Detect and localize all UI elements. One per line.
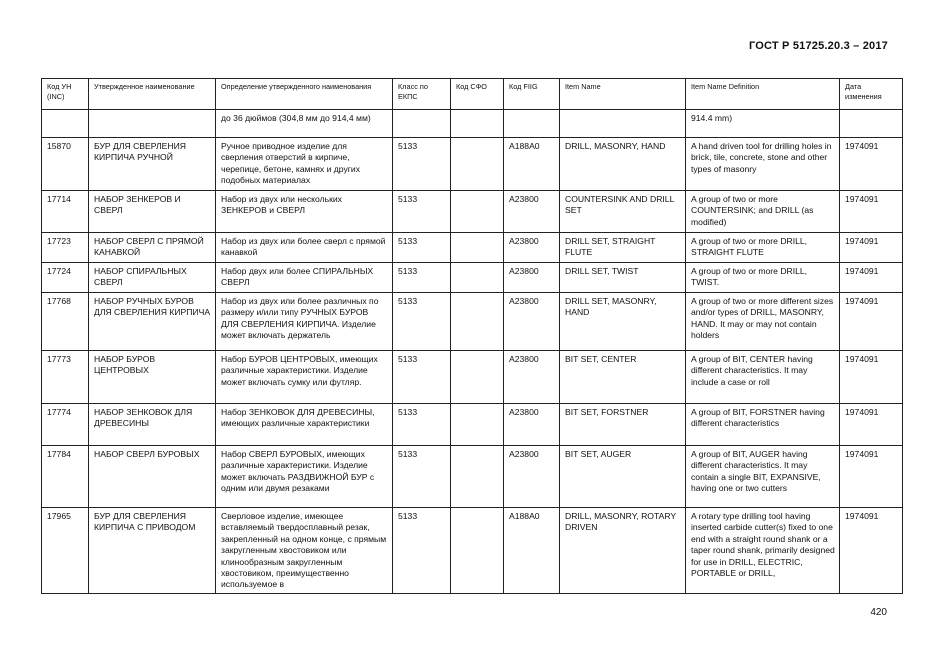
- col-item-name-definition-cell: A group of two or more different sizes and/or types of DRILL, MASONRY, HAND. It may or may not contain holders: [686, 293, 840, 351]
- col-name-definition-cell: Набор из двух или нескольких ЗЕНКЕРОВ и СВЕРЛ: [216, 191, 393, 233]
- col-name-definition-header: Определение утвержденного наименования: [216, 79, 393, 110]
- col-change-date-cell: [840, 110, 903, 138]
- col-change-date-cell: 1974091: [840, 404, 903, 446]
- col-ekps-class-cell: 5133: [393, 508, 451, 594]
- col-inc-code-cell: 17773: [42, 351, 89, 404]
- col-inc-code-cell: 15870: [42, 138, 89, 191]
- col-sfo-code-cell: [451, 293, 504, 351]
- col-fiig-code-cell: A23800: [504, 446, 560, 508]
- col-approved-name-cell: НАБОР СВЕРЛ С ПРЯМОЙ КАНАВКОЙ: [89, 233, 216, 263]
- col-item-name-definition-cell: A group of BIT, AUGER having different characteristics. It may contain a single BIT, EXPANSIVE, having one or two cutters: [686, 446, 840, 508]
- col-change-date-cell: 1974091: [840, 508, 903, 594]
- col-sfo-code-cell: [451, 263, 504, 293]
- col-name-definition-cell: Набор ЗЕНКОВОК ДЛЯ ДРЕВЕСИНЫ, имеющих различные характеристики: [216, 404, 393, 446]
- table-header-row: [42, 79, 903, 110]
- col-sfo-code-cell: [451, 110, 504, 138]
- col-ekps-class-cell: 5133: [393, 404, 451, 446]
- col-approved-name-cell: НАБОР ЗЕНКЕРОВ И СВЕРЛ: [89, 191, 216, 233]
- col-sfo-code-cell: [451, 508, 504, 594]
- col-change-date-header: Дата изменения: [840, 79, 903, 110]
- col-item-name-cell: [560, 110, 686, 138]
- col-fiig-code-cell: A23800: [504, 263, 560, 293]
- col-ekps-class-cell: 5133: [393, 446, 451, 508]
- col-fiig-code-cell: A188A0: [504, 508, 560, 594]
- col-approved-name-cell: БУР ДЛЯ СВЕРЛЕНИЯ КИРПИЧА С ПРИВОДОМ: [89, 508, 216, 594]
- col-ekps-class-cell: 5133: [393, 191, 451, 233]
- document-standard-header: ГОСТ Р 51725.20.3 – 2017: [748, 40, 888, 52]
- item-catalog-table: [41, 78, 903, 594]
- table-row: [42, 191, 903, 233]
- col-inc-code-cell: 17768: [42, 293, 89, 351]
- col-change-date-cell: 1974091: [840, 351, 903, 404]
- col-item-name-cell: DRILL SET, STRAIGHT FLUTE: [560, 233, 686, 263]
- col-fiig-code-cell: A188A0: [504, 138, 560, 191]
- col-sfo-code-cell: [451, 446, 504, 508]
- col-item-name-definition-cell: A group of two or more COUNTERSINK; and DRILL (as modified): [686, 191, 840, 233]
- col-inc-code-cell: [42, 110, 89, 138]
- col-ekps-class-header: Класс по ЕКПС: [393, 79, 451, 110]
- col-ekps-class-cell: 5133: [393, 263, 451, 293]
- col-sfo-code-cell: [451, 351, 504, 404]
- page-number: 420: [870, 607, 887, 618]
- col-approved-name-cell: [89, 110, 216, 138]
- col-fiig-code-cell: A23800: [504, 191, 560, 233]
- col-fiig-code-cell: [504, 110, 560, 138]
- col-item-name-cell: DRILL SET, TWIST: [560, 263, 686, 293]
- col-item-name-cell: BIT SET, FORSTNER: [560, 404, 686, 446]
- col-inc-code-cell: 17723: [42, 233, 89, 263]
- col-inc-code-cell: 17965: [42, 508, 89, 594]
- col-name-definition-cell: до 36 дюймов (304,8 мм до 914,4 мм): [216, 110, 393, 138]
- table-row: [42, 293, 903, 351]
- col-item-name-definition-cell: A rotary type drilling tool having inserted carbide cutter(s) fixed to one end with a straight round shank or a taper round shank, primarily designed for use in DRILL, ELECTRIC, PORTABLE or DRILL,: [686, 508, 840, 594]
- col-name-definition-cell: Набор СВЕРЛ БУРОВЫХ, имеющих различные характеристики. Изделие может включать РАЗДВИЖНОЙ БУР с одним или двумя резаками: [216, 446, 393, 508]
- col-fiig-code-header: Код FIIG: [504, 79, 560, 110]
- col-approved-name-cell: НАБОР СПИРАЛЬНЫХ СВЕРЛ: [89, 263, 216, 293]
- col-item-name-definition-cell: 914.4 mm): [686, 110, 840, 138]
- col-approved-name-cell: НАБОР РУЧНЫХ БУРОВ ДЛЯ СВЕРЛЕНИЯ КИРПИЧА: [89, 293, 216, 351]
- col-name-definition-cell: Набор двух или более СПИРАЛЬНЫХ СВЕРЛ: [216, 263, 393, 293]
- col-change-date-cell: 1974091: [840, 233, 903, 263]
- col-sfo-code-cell: [451, 191, 504, 233]
- col-inc-code-header: Код УН (INC): [42, 79, 89, 110]
- col-sfo-code-header: Код СФО: [451, 79, 504, 110]
- col-approved-name-header: Утвержденное наименование: [89, 79, 216, 110]
- col-name-definition-cell: Набор из двух или более сверл с прямой канавкой: [216, 233, 393, 263]
- col-item-name-cell: BIT SET, AUGER: [560, 446, 686, 508]
- col-name-definition-cell: Сверловое изделие, имеющее вставляемый твердосплавный резак, закрепленный на одном конце, с прямым закругленным хвостовиком или клинообразным закругленным хвостовиком, преимущественно используемое в: [216, 508, 393, 594]
- col-sfo-code-cell: [451, 404, 504, 446]
- col-approved-name-cell: НАБОР БУРОВ ЦЕНТРОВЫХ: [89, 351, 216, 404]
- col-change-date-cell: 1974091: [840, 138, 903, 191]
- col-change-date-cell: 1974091: [840, 293, 903, 351]
- col-item-name-cell: DRILL SET, MASONRY, HAND: [560, 293, 686, 351]
- table-row: [42, 508, 903, 594]
- table-row: [42, 263, 903, 293]
- col-item-name-definition-cell: A group of two or more DRILL, TWIST.: [686, 263, 840, 293]
- col-fiig-code-cell: A23800: [504, 233, 560, 263]
- col-ekps-class-cell: 5133: [393, 293, 451, 351]
- col-inc-code-cell: 17774: [42, 404, 89, 446]
- col-sfo-code-cell: [451, 233, 504, 263]
- col-item-name-definition-cell: A group of two or more DRILL, STRAIGHT FLUTE: [686, 233, 840, 263]
- col-inc-code-cell: 17724: [42, 263, 89, 293]
- col-item-name-cell: DRILL, MASONRY, ROTARY DRIVEN: [560, 508, 686, 594]
- col-item-name-definition-cell: A hand driven tool for drilling holes in brick, tile, concrete, stone and other types of masonry: [686, 138, 840, 191]
- col-item-name-cell: COUNTERSINK AND DRILL SET: [560, 191, 686, 233]
- col-item-name-definition-header: Item Name Definition: [686, 79, 840, 110]
- col-change-date-cell: 1974091: [840, 446, 903, 508]
- col-change-date-cell: 1974091: [840, 191, 903, 233]
- table-row: [42, 138, 903, 191]
- table-body: [42, 110, 903, 594]
- col-inc-code-cell: 17714: [42, 191, 89, 233]
- col-item-name-cell: DRILL, MASONRY, HAND: [560, 138, 686, 191]
- col-inc-code-cell: 17784: [42, 446, 89, 508]
- col-approved-name-cell: БУР ДЛЯ СВЕРЛЕНИЯ КИРПИЧА РУЧНОЙ: [89, 138, 216, 191]
- table-row: [42, 233, 903, 263]
- col-ekps-class-cell: [393, 110, 451, 138]
- table-row: [42, 351, 903, 404]
- col-ekps-class-cell: 5133: [393, 138, 451, 191]
- col-ekps-class-cell: 5133: [393, 351, 451, 404]
- col-item-name-header: Item Name: [560, 79, 686, 110]
- col-approved-name-cell: НАБОР ЗЕНКОВОК ДЛЯ ДРЕВЕСИНЫ: [89, 404, 216, 446]
- col-name-definition-cell: Набор из двух или более различных по размеру и/или типу РУЧНЫХ БУРОВ ДЛЯ СВЕРЛЕНИЯ КИРПИЧА. Изделие может включать держатель: [216, 293, 393, 351]
- col-item-name-definition-cell: A group of BIT, CENTER having different characteristics. It may include a case or roll: [686, 351, 840, 404]
- col-name-definition-cell: Набор БУРОВ ЦЕНТРОВЫХ, имеющих различные характеристики. Изделие может включать сумку или футляр.: [216, 351, 393, 404]
- col-fiig-code-cell: A23800: [504, 404, 560, 446]
- col-item-name-cell: BIT SET, CENTER: [560, 351, 686, 404]
- col-sfo-code-cell: [451, 138, 504, 191]
- col-approved-name-cell: НАБОР СВЕРЛ БУРОВЫХ: [89, 446, 216, 508]
- col-ekps-class-cell: 5133: [393, 233, 451, 263]
- col-fiig-code-cell: A23800: [504, 293, 560, 351]
- col-fiig-code-cell: A23800: [504, 351, 560, 404]
- col-name-definition-cell: Ручное приводное изделие для сверления отверстий в кирпиче, черепице, бетоне, камнях и других подобных материалах: [216, 138, 393, 191]
- col-change-date-cell: 1974091: [840, 263, 903, 293]
- table-row: [42, 110, 903, 138]
- table-row: [42, 404, 903, 446]
- col-item-name-definition-cell: A group of BIT, FORSTNER having different characteristics: [686, 404, 840, 446]
- table-row: [42, 446, 903, 508]
